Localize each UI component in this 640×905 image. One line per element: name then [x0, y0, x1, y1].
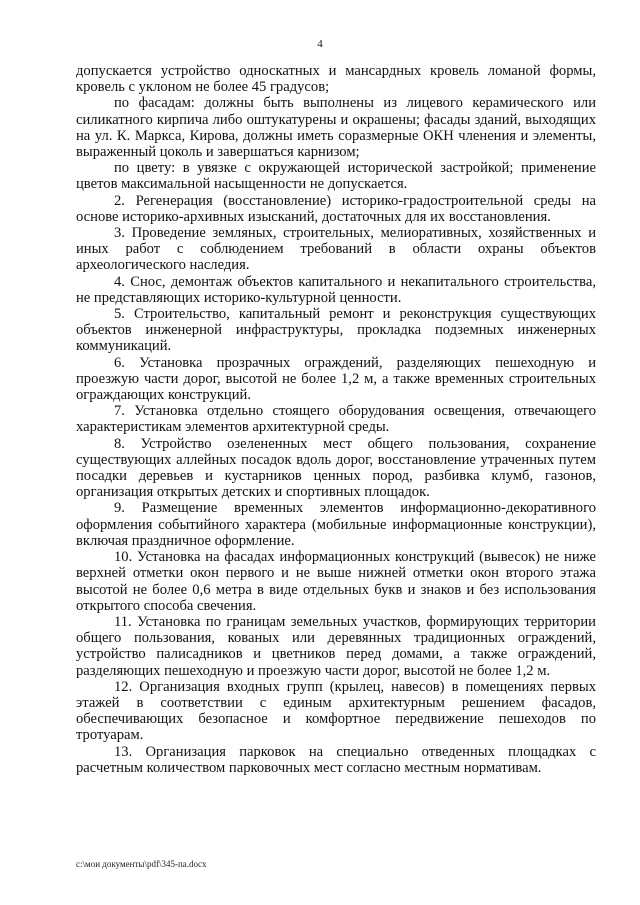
paragraph-roof-continuation: допускается устройство односкатных и мансардных кровель ломаной формы, кровель с уклоном не более 45 градусов;	[76, 63, 596, 96]
paragraph-item-5: 5. Строительство, капитальный ремонт и реконструкция существующих объектов инженерной инфраструктуры, прокладка подземных инженерных коммуникаций.	[76, 306, 596, 355]
paragraph-item-6: 6. Установка прозрачных ограждений, разделяющих пешеходную и проезжую части дорог, высотой не более 1,2 м, а также временных строительных ограждающих конструкций.	[76, 354, 596, 404]
page-number: 4	[317, 38, 323, 50]
paragraph-item-2: 2. Регенерация (восстановление) историко-градостроительной среды на основе историко-архивных изысканий, достаточных для их восстановления.	[76, 192, 596, 225]
paragraph-item-13: 13. Организация парковок на специально отведенных площадках с расчетным количеством парковочных мест согласно местным нормативам.	[76, 743, 596, 776]
paragraph-item-4: 4. Снос, демонтаж объектов капитального и некапитального строительства, не представляющих историко-культурной ценности.	[76, 273, 596, 306]
footer-file-path: c:\мои документы\pdf\345-па.docx	[76, 859, 207, 869]
paragraph-item-10: 10. Установка на фасадах информационных конструкций (вывесок) не ниже верхней отметки окон первого и не выше нижней отметки окон второго этажа высотой не более 0,6 метра в виде отдельных букв и знаков и без использования открытого способа свечения.	[76, 549, 596, 614]
paragraph-item-9: 9. Размещение временных элементов информационно-декоративного оформления событийного характера (мобильные информационные конструкции), включая праздничное оформление.	[76, 500, 596, 549]
paragraph-item-3: 3. Проведение земляных, строительных, мелиоративных, хозяйственных и иных работ с соблюдением требований в области охраны объектов археологического наследия.	[76, 225, 596, 274]
paragraph-item-11: 11. Установка по границам земельных участков, формирующих территории общего пользования, кованых или деревянных традиционных ограждений, устройство палисадников и цветников перед домами, а также ограждений, разделяющих пешеходную и проезжую части дорог, высотой не более 1,2 м.	[76, 613, 596, 679]
paragraph-facades: по фасадам: должны быть выполнены из лицевого керамического или силикатного кирпича либо оштукатурены и окрашены; фасады зданий, выходящих на ул. К. Маркса, Кирова, должны иметь соразмерные ОКН членения и элементы, выраженный цоколь и завершаться карнизом;	[76, 95, 596, 161]
paragraph-item-8: 8. Устройство озелененных мест общего пользования, сохранение существующих аллейных посадок вдоль дорог, восстановление утраченных путем посадки деревьев и кустарников ценных пород, разбивка клумб, газонов, организация открытых детских и спортивных площадок.	[76, 435, 596, 501]
paragraph-item-7: 7. Установка отдельно стоящего оборудования освещения, отвечающего характеристикам элементов архитектурной среды.	[76, 403, 596, 436]
document-body	[76, 63, 596, 776]
paragraph-colors: по цвету: в увязке с окружающей исторической застройкой; применение цветов максимальной насыщенности не допускается.	[76, 160, 596, 193]
paragraph-item-12: 12. Организация входных групп (крылец, навесов) в помещениях первых этажей в соответствии с единым архитектурным решением фасадов, обеспечивающих безопасное и комфортное передвижение пешеходов по тротуарам.	[76, 678, 596, 744]
